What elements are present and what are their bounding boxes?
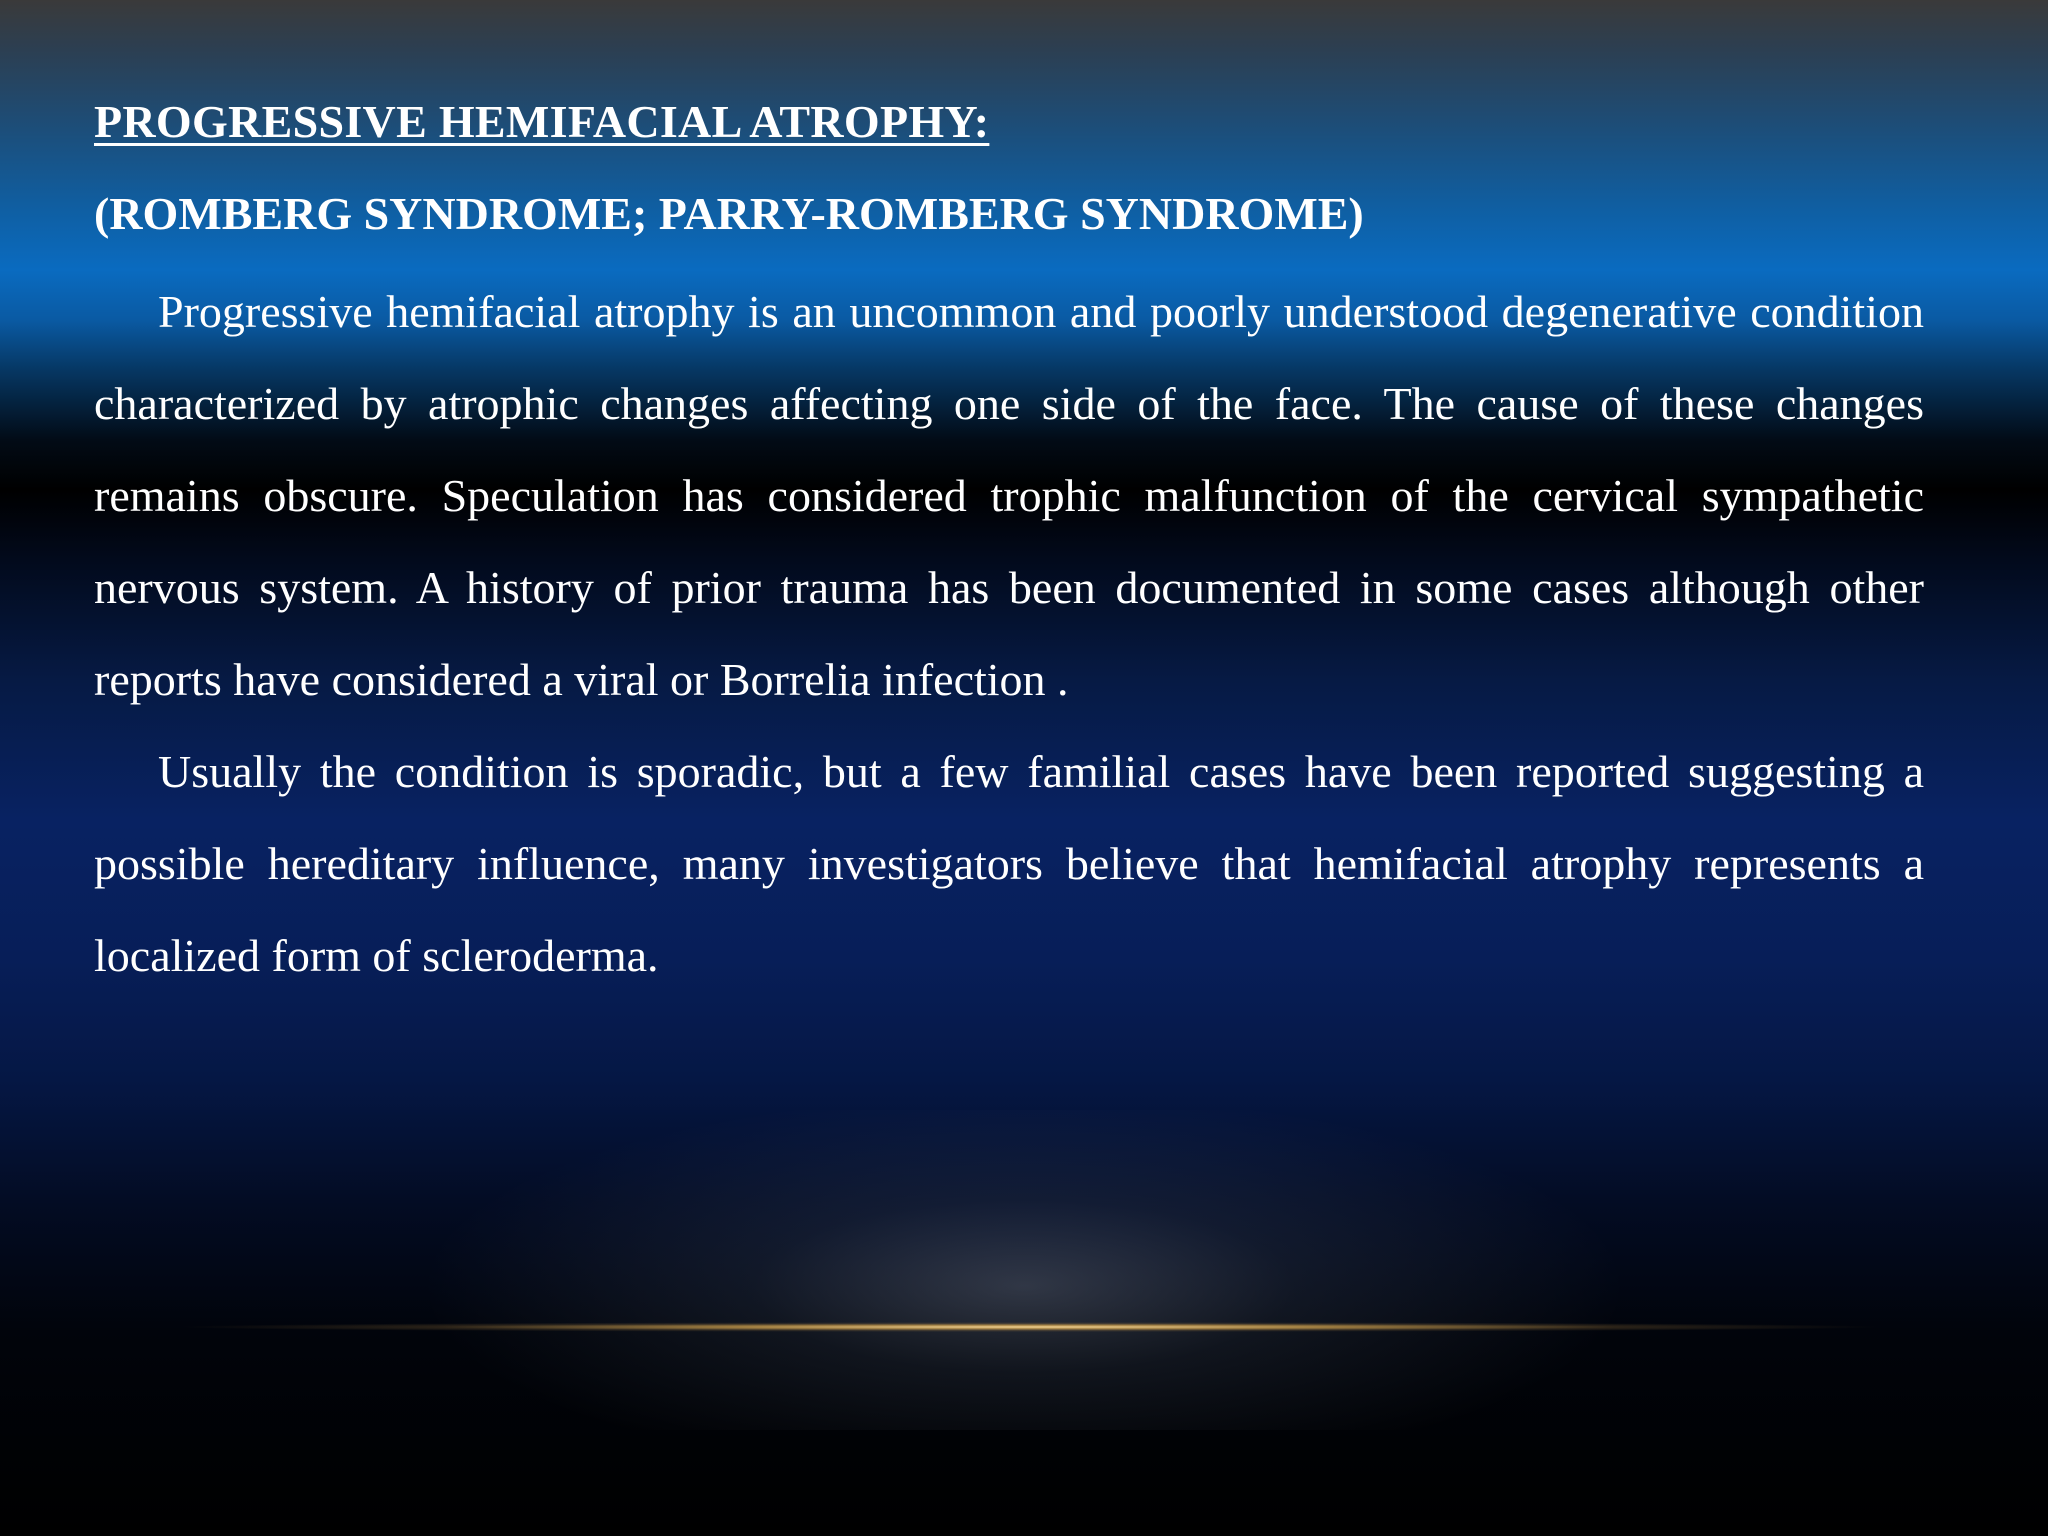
- horizon-light-line: [180, 1322, 1880, 1332]
- slide-content: [94, 88, 1924, 1002]
- body-paragraph-1: Progressive hemifacial atrophy is an uncommon and poorly understood degenerative condition characterized by atrophic changes affecting one side of the face. The cause of these changes remains obscure. Speculation has considered trophic malfunction of the cervical sympathetic nervous system. A history of prior trauma has been documented in some cases although other reports have considered a viral or Borrelia infection .: [94, 286, 1924, 705]
- body-paragraph-2: Usually the condition is sporadic, but a few familial cases have been reported suggesting a possible hereditary influence, many investigators believe that hemifacial atrophy represents a localized form of scleroderma.: [94, 746, 1924, 981]
- slide-subtitle: (ROMBERG SYNDROME; PARRY-ROMBERG SYNDROME): [94, 188, 1364, 239]
- slide-title: PROGRESSIVE HEMIFACIAL ATROPHY:: [94, 96, 990, 147]
- background-glow: [424, 1110, 1624, 1430]
